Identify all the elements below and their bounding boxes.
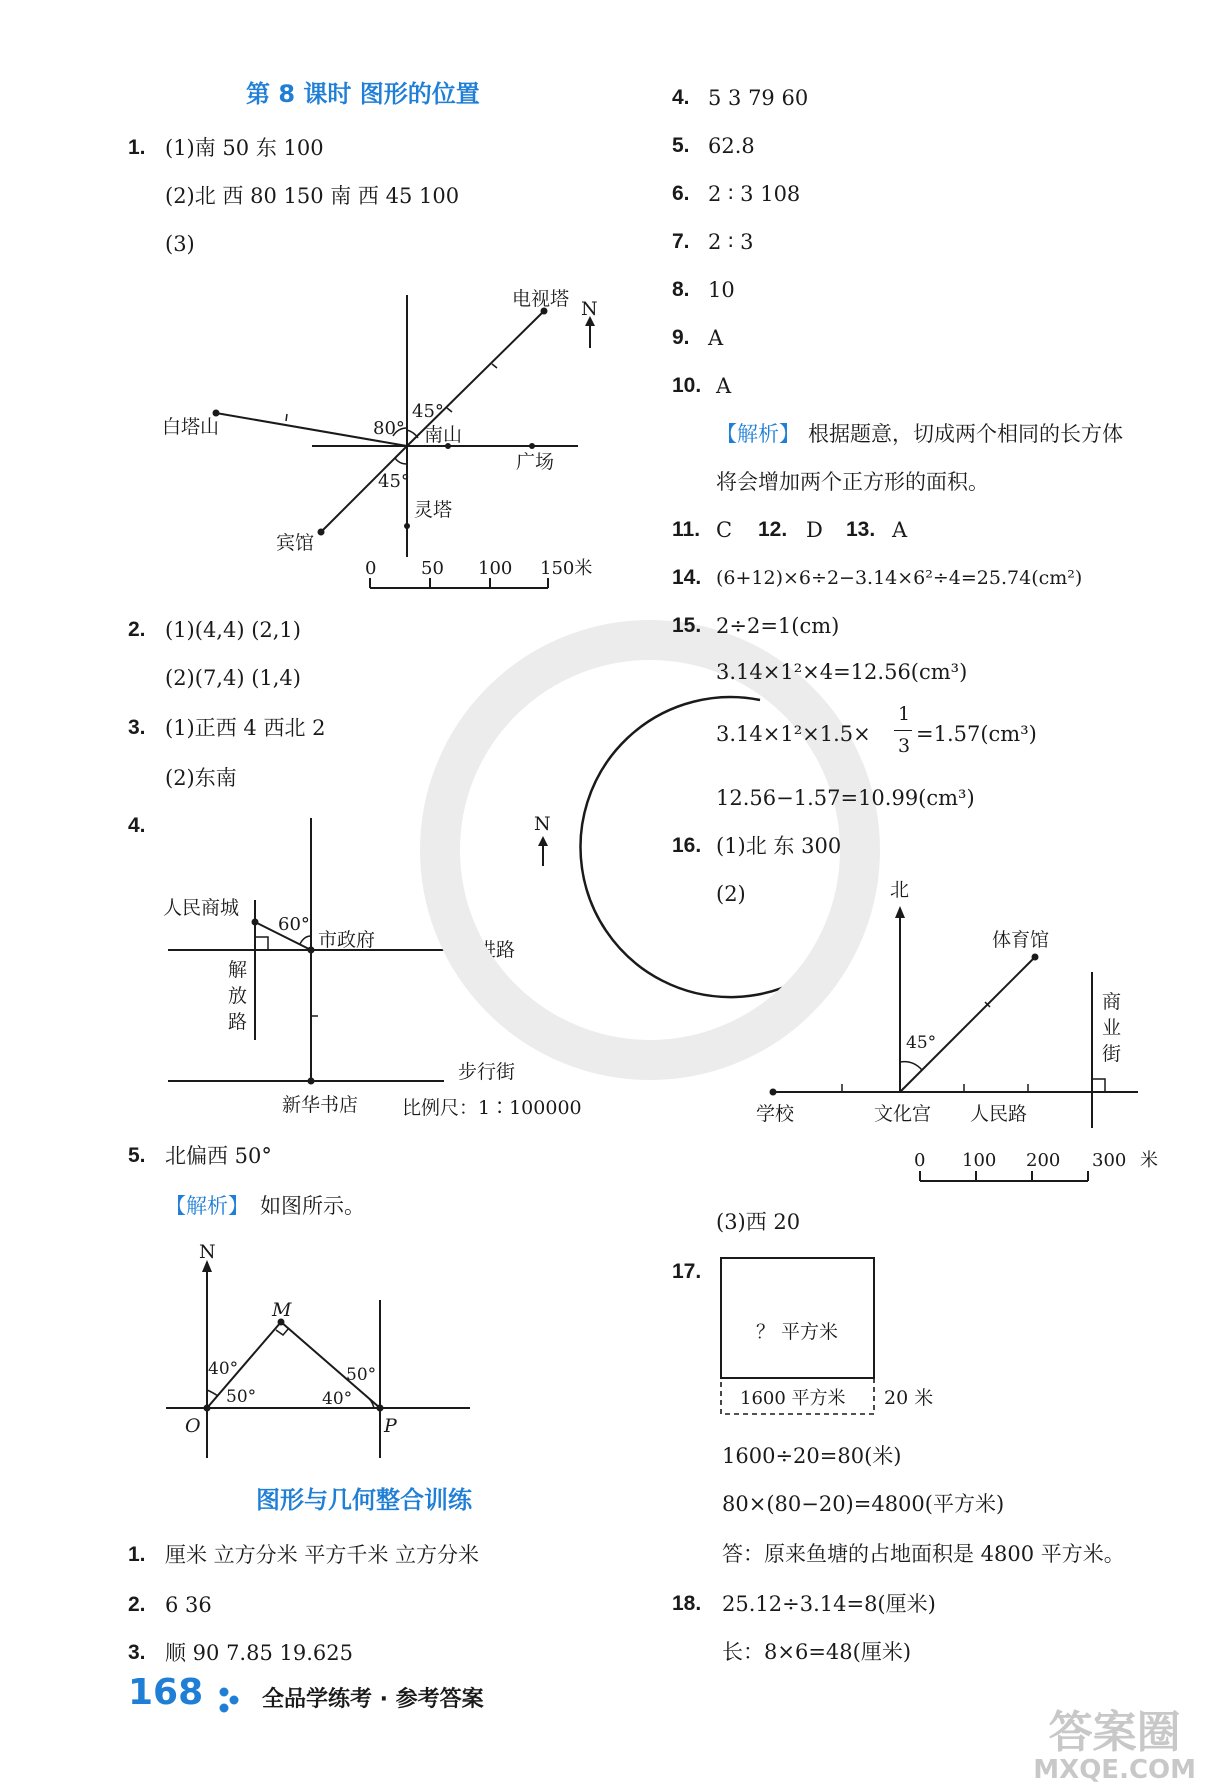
r15-line1: 2÷2=1(cm): [716, 614, 840, 638]
q1-north-label: N: [581, 298, 598, 320]
r16-tiyu-label: 体育馆: [992, 929, 1050, 951]
r11-answer: C: [716, 518, 733, 542]
r16-wenhua-label: 文化宫: [874, 1103, 932, 1125]
q1-part1: (1)南 50 东 100: [165, 136, 324, 160]
section-title: 图形与几何整合训练: [256, 1486, 472, 1514]
q3-number: 3.: [128, 716, 146, 739]
q4-jiefang-2: 放: [228, 985, 248, 1007]
r14-number: 14.: [672, 566, 702, 589]
q5-analysis-tag: 【解析】: [165, 1194, 249, 1218]
q3-part1: (1)正西 4 西北 2: [165, 716, 326, 740]
watermark: [1033, 1707, 1196, 1785]
r16-north-label: 北: [890, 879, 910, 901]
q4-xinhua-label: 新华书店: [282, 1094, 359, 1116]
q1-tv-tower-label: 电视塔: [512, 288, 570, 310]
r5-number: 5.: [672, 134, 690, 157]
r16-scale-0: 0: [914, 1150, 926, 1171]
page-number: 168: [128, 1672, 204, 1713]
s2-number: 2.: [128, 1593, 146, 1616]
r6-number: 6.: [672, 182, 690, 205]
q1-nanshan-label: 南山: [424, 424, 463, 446]
r16-shangye-1: 商: [1102, 991, 1122, 1013]
r8-number: 8.: [672, 278, 690, 301]
r8-text: 10: [708, 278, 735, 302]
r15-number: 15.: [672, 614, 702, 637]
q5-point-o: O: [185, 1415, 201, 1437]
r17-line3: 答：原来鱼塘的占地面积是 4800 平方米。: [722, 1542, 1125, 1566]
r16-scale-300: 300: [1092, 1150, 1127, 1171]
r13-answer: A: [892, 518, 908, 542]
r13-number: 13.: [846, 518, 876, 541]
r6-text: 2 ∶ 3 108: [708, 182, 801, 206]
r10-text: A: [716, 374, 732, 398]
q1-baita-label: 白塔山: [162, 416, 220, 438]
q1-binguan-label: 宾馆: [276, 532, 315, 554]
r12-number: 12.: [758, 518, 788, 541]
q2-part1: (1)(4,4) (2,1): [165, 618, 301, 642]
r17-box-bottom: 1600 平方米: [740, 1388, 846, 1409]
r4-text: 5 3 79 60: [708, 86, 809, 110]
r7-number: 7.: [672, 230, 690, 253]
r15-line3b: =1.57(cm³): [916, 722, 1037, 746]
r17-line2: 80×(80−20)=4800(平方米): [722, 1492, 1005, 1516]
r15-frac-numerator: 1: [898, 703, 911, 725]
r12-answer: D: [806, 518, 823, 542]
q2-part2: (2)(7,4) (1,4): [165, 666, 301, 690]
r16-renminlu-label: 人民路: [970, 1103, 1028, 1125]
q2-number: 2.: [128, 618, 146, 641]
q5-angle-40a: 40°: [208, 1359, 239, 1379]
q5-angle-50a: 50°: [226, 1387, 257, 1407]
r4-number: 4.: [672, 86, 690, 109]
q1-scale-50: 50: [421, 558, 444, 579]
r16-part1: (1)北 东 300: [716, 834, 842, 858]
r9-number: 9.: [672, 326, 690, 349]
r15-line3a: 3.14×1²×1.5×: [716, 722, 871, 746]
watermark-bottom: MXQE.COM: [1033, 1755, 1196, 1785]
q5-point-m: M: [272, 1299, 292, 1321]
q3-part2: (2)东南: [165, 766, 237, 790]
r17-number: 17.: [672, 1260, 702, 1283]
q5-north-label: N: [199, 1241, 216, 1263]
q1-angle-80: 80°: [373, 418, 405, 439]
q5-angle-50b: 50°: [346, 1365, 377, 1385]
q4-scale: 比例尺：1∶100000: [402, 1097, 582, 1119]
r16-part3: (3)西 20: [716, 1210, 801, 1234]
s1-number: 1.: [128, 1543, 146, 1566]
q5-point-p: P: [384, 1415, 397, 1437]
lesson-title: 第 8 课时 图形的位置: [246, 80, 480, 108]
r10-analysis-line1: 根据题意，切成两个相同的长方体: [808, 422, 1123, 446]
r7-text: 2 ∶ 3: [708, 230, 754, 254]
r10-analysis-line2: 将会增加两个正方形的面积。: [716, 470, 989, 494]
r17-line1: 1600÷20=80(米): [722, 1444, 902, 1468]
q5-analysis-text: 如图所示。: [260, 1194, 365, 1218]
r11-number: 11.: [672, 518, 701, 541]
q4-qianjin-label: 前进路: [458, 939, 516, 961]
q1-scale-150: 150米: [540, 558, 593, 579]
q4-jiefang-3: 路: [228, 1011, 248, 1033]
r10-number: 10.: [672, 374, 702, 397]
q4-angle-60: 60°: [278, 914, 310, 935]
r10-analysis-tag: 【解析】: [716, 422, 800, 446]
q4-number: 4.: [128, 814, 146, 837]
q1-guangchang-label: 广场: [516, 451, 555, 473]
r16-part2: (2): [716, 882, 746, 906]
q4-jiefang-1: 解: [228, 959, 248, 981]
r17-box-top: ？ 平方米: [756, 1321, 839, 1343]
q5-number: 5.: [128, 1144, 146, 1167]
r9-text: A: [708, 326, 724, 350]
footer-title: 全品学练考 · 参考答案: [262, 1687, 484, 1712]
q4-buxing-label: 步行街: [458, 1061, 516, 1083]
r16-shangye-3: 街: [1102, 1043, 1122, 1065]
q1-part3: (3): [165, 232, 195, 256]
r18-number: 18.: [672, 1592, 702, 1615]
q5-angle-40b: 40°: [322, 1389, 353, 1409]
r17-side: 20 米: [884, 1387, 934, 1409]
r18-line1: 25.12÷3.14=8(厘米): [722, 1592, 936, 1616]
r15-frac-denominator: 3: [898, 735, 911, 757]
watermark-top: 答案圈: [1048, 1707, 1181, 1758]
r16-scale-unit: 米: [1140, 1150, 1158, 1171]
r16-number: 16.: [672, 834, 702, 857]
s3-text: 顺 90 7.85 19.625: [165, 1641, 353, 1665]
r16-xuexiao-label: 学校: [756, 1103, 795, 1125]
r5-text: 62.8: [708, 134, 755, 158]
q5-answer: 北偏西 50°: [165, 1144, 272, 1168]
s2-text: 6 36: [165, 1593, 212, 1617]
r16-shangye-2: 业: [1102, 1017, 1122, 1039]
r15-line2: 3.14×1²×4=12.56(cm³): [716, 660, 968, 684]
q1-scale-100: 100: [478, 558, 513, 579]
q1-number: 1.: [128, 136, 146, 159]
r16-scale-200: 200: [1026, 1150, 1061, 1171]
q1-scale-0: 0: [365, 558, 377, 579]
q1-lingta-label: 灵塔: [414, 499, 453, 521]
s3-number: 3.: [128, 1641, 146, 1664]
q1-angle-45a: 45°: [412, 401, 444, 422]
q1-angle-45b: 45°: [378, 471, 410, 492]
r14-text: (6+12)×6÷2−3.14×6²÷4=25.74(cm²): [716, 567, 1083, 589]
q4-renmin-label: 人民商城: [163, 897, 240, 919]
r16-scale-100: 100: [962, 1150, 997, 1171]
q4-north-label: N: [534, 813, 551, 835]
r15-line4: 12.56−1.57=10.99(cm³): [716, 786, 975, 810]
r16-angle-45: 45°: [906, 1033, 937, 1053]
s1-text: 厘米 立方分米 平方千米 立方分米: [165, 1543, 480, 1567]
q1-part2: (2)北 西 80 150 南 西 45 100: [165, 184, 460, 208]
q4-shizhengfu-label: 市政府: [318, 929, 376, 951]
r18-line2: 长：8×6=48(厘米): [722, 1640, 912, 1664]
